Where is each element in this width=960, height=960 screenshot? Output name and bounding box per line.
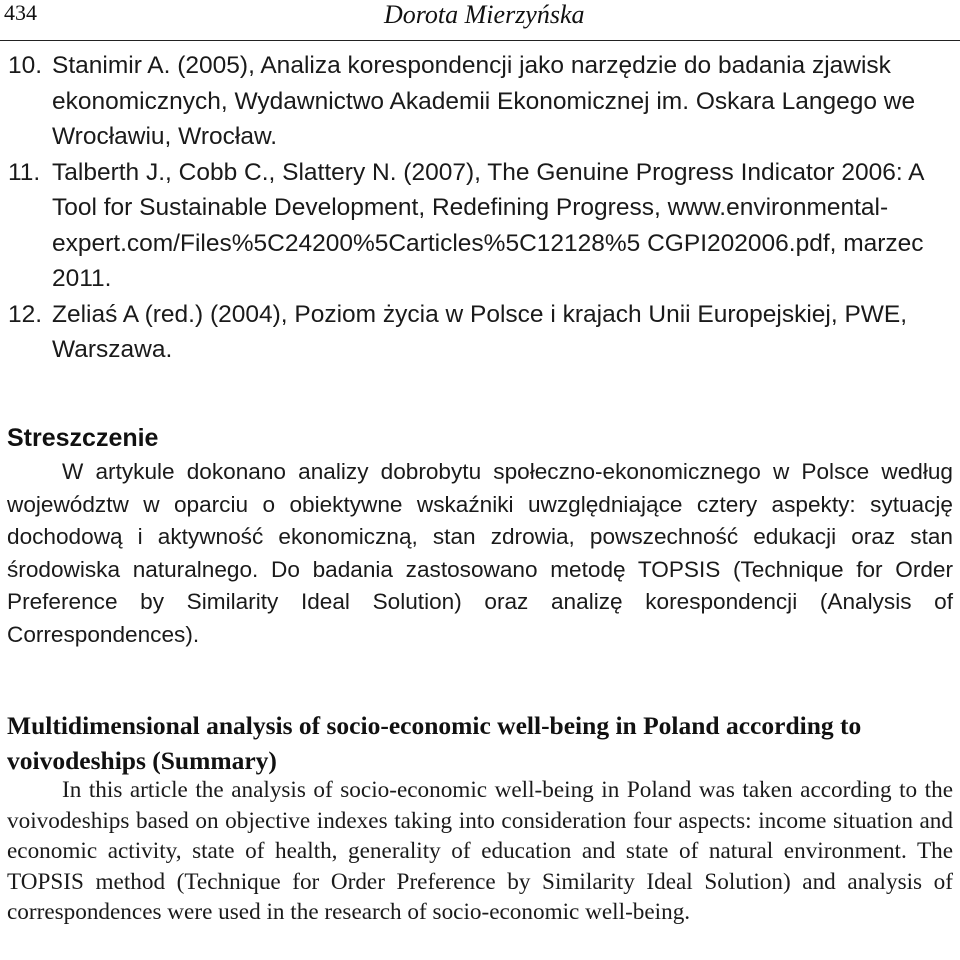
page-number: 434 [4, 0, 37, 25]
running-head-author: Dorota Mierzyńska [384, 0, 585, 29]
reference-item [0, 297, 956, 368]
summary-body [7, 775, 953, 928]
reference-item [0, 155, 956, 297]
reference-text: Talberth J., Cobb C., Slattery N. (2007), The Genuine Progress Indicator 2006: A Tool for Sustainable Development, Redefining Progress, www.environmental-expert.com/Files%5C24200%5Carticles%5C12128%5 CGPI202006.pdf, marzec 2011. [52, 158, 924, 292]
page-header [0, 0, 960, 41]
reference-text: Zeliaś A (red.) (2004), Poziom życia w Polsce i krajach Unii Europejskiej, PWE, Warszawa. [52, 300, 908, 363]
streszczenie-title: Streszczenie [7, 424, 159, 452]
reference-text: Stanimir A. (2005), Analiza korespondencji jako narzędzie do badania zjawisk ekonomicznych, Wydawnictwo Akademii Ekonomicznej im. Oskara Langego we Wrocławiu, Wrocław. [52, 52, 916, 150]
reference-list [0, 48, 956, 368]
reference-item [0, 48, 956, 155]
reference-number: 12. [8, 300, 43, 328]
summary-text: In this article the analysis of socio-economic well-being in Poland was taken according to the voivodeships based on objective indexes taking into consideration four aspects: income situation and economic activity, state of health, generality of education and state of natural environment. The TOPSIS method (Technique for Order Preference by Similarity Ideal Solution) and analysis of correspondences were used in the research of socio-economic well-being. [7, 777, 953, 925]
streszczenie-text: W artykule dokonano analizy dobrobytu społeczno-ekonomicznego w Polsce według województw w oparciu o obiektywne wskaźniki uwzględniające cztery aspekty: sytuację dochodową i aktywność ekonomiczną, stan zdrowia, powszechność edukacji oraz stan środowiska naturalnego. Do badania zastosowano metodę TOPSIS (Technique for Order Preference by Similarity Ideal Solution) oraz analizę korespondencji (Analysis of Correspondences). [7, 459, 953, 647]
reference-number: 11. [8, 158, 41, 186]
streszczenie-body [7, 456, 953, 651]
reference-number: 10. [8, 52, 43, 79]
summary-title: Multidimensional analysis of socio-economic well-being in Poland according to voivodeships (Summary) [7, 711, 862, 775]
